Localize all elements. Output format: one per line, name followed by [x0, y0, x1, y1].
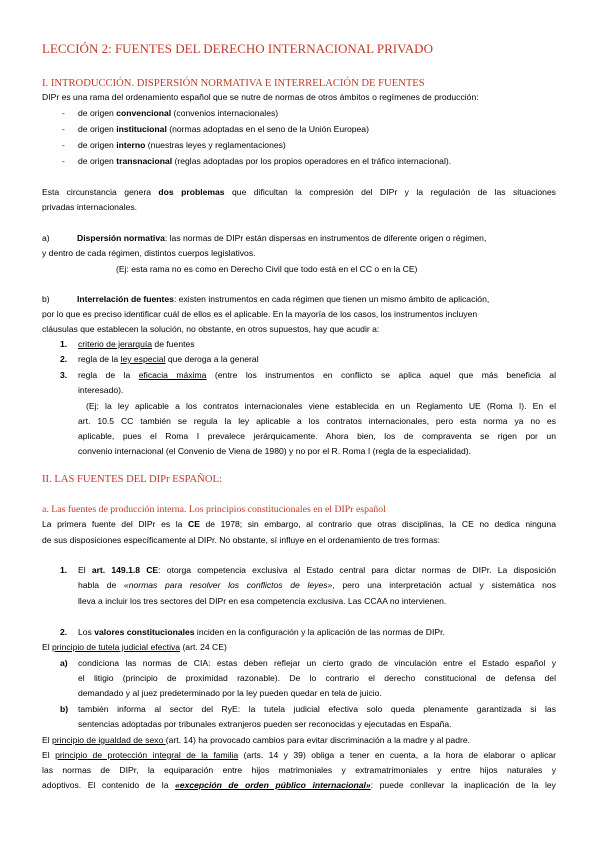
problem-a-example: (Ej: esta rama no es como en Derecho Civil que todo está en el CC o en la CE) [116, 264, 418, 274]
section-1-heading: I. INTRODUCCIÓN. DISPERSIÓN NORMATIVA E INTERRELACIÓN DE FUENTES [42, 78, 425, 89]
example-line-3: aplicable, pues el Roma I prevalece jerárquicamente. Ahora bien, los de compraventa se rigen por un [78, 431, 556, 441]
problem-b-line-2: por lo que es preciso identificar cuál de ellos es el aplicable. En la mayoría de los casos, los instrumentos incluyen [42, 309, 478, 319]
list-item: - de origen transnacional (reglas adoptadas por los propios operadores en el tráfico internacional). [62, 156, 452, 166]
tutela-b-line-2: sentencias adoptadas por tribunales extranjeros pueden ser reconocidas y ejecutadas en España. [78, 719, 452, 729]
item-1-line-3: lleva a incluir los tres sectores del DIPr en esa competencia exclusiva. Las CCAA no intervienen. [78, 596, 447, 606]
list-item: - de origen interno (nuestras leyes y reglamentaciones) [62, 140, 286, 150]
item-1-line-2: habla de «normas para resolver los conflictos de leyes», pero una interpretación actual y sistemática nos [78, 580, 557, 590]
problems-paragraph-line-2: privadas internacionales. [42, 202, 138, 212]
list-item: 1. criterio de jerarquía de fuentes [60, 339, 195, 349]
list-item: 2. regla de la ley especial que deroga a la general [60, 354, 259, 364]
item-2-number: 2. [60, 627, 68, 637]
familia-line-2: las normas de DIPr, la equiparación entre hijos matrimoniales y extramatrimoniales y entre hijos naturales y [42, 765, 556, 775]
section-2-heading: II. LAS FUENTES DEL DIPr ESPAÑOL: [42, 474, 222, 485]
list-item: - de origen institucional (normas adoptadas en el seno de la Unión Europea) [62, 124, 369, 134]
criteria-3-line-2: interesado). [78, 385, 124, 395]
tutela-a-line-1: condiciona las normas de CIA: estas deben reflejar un cierto grado de vinculación entre el Estado español y [78, 658, 556, 668]
list-item: - de origen convencional (convenios internacionales) [62, 108, 279, 118]
problem-b-line-1: Interrelación de fuentes: existen instrumentos en cada régimen que tienen un mismo ámbito de aplicación, [77, 294, 490, 304]
example-line-4: convenio internacional (el Convenio de Viena de 1980) y no por el R. Roma I (regla de la especialidad). [78, 446, 472, 456]
item-1-number: 1. [60, 565, 68, 575]
example-line-2: art. 10.5 CC también se regula la ley aplicable a los contratos internacionales, pero esta norma ya no es [78, 416, 556, 426]
problem-a-letter: a) [42, 233, 50, 243]
igualdad-line: El principio de igualdad de sexo (art. 14) ha provocado cambios para evitar discriminación a la madre y al padre. [42, 735, 471, 745]
problems-paragraph-line-1: Esta circunstancia genera dos problemas que dificultan la compresión del DIPr y la regulación de las situaciones [42, 187, 556, 197]
intro-paragraph: DIPr es una rama del ordenamiento español que se nutre de normas de otros ámbitos o regímenes de producción: [42, 92, 479, 102]
problem-b-letter: b) [42, 294, 50, 304]
problem-a-line-2: y dentro de cada régimen, distintos cuerpos legislativos. [42, 248, 256, 258]
familia-line-1: El principio de protección integral de la familia (arts. 14 y 39) obliga a tener en cuenta, a la hora de elaborar o aplicar [42, 750, 557, 760]
tutela-b-line-1: también informa al sector del RyE: la tutela judicial efectiva solo queda plenamente garantizada si las [78, 704, 556, 714]
problem-b-line-3: cláusulas que establecen la solución, no obstante, en otros supuestos, hay que acudir a: [42, 324, 380, 334]
familia-line-3: adoptivos. El contenido de la «excepción de orden público internacional»: puede conllevar la inaplicación de la ley [42, 780, 556, 790]
criteria-3-line-1: regla de la eficacia máxima (entre los instrumentos en conflicto se aplica aquel que más beneficia al [78, 370, 556, 380]
tutela-a-letter: a) [60, 658, 68, 668]
example-line-1: (Ej: la ley aplicable a los contratos internacionales viene establecida en un Reglamento UE (Roma I). En el [86, 401, 556, 411]
subsection-a-heading: a. Las fuentes de producción interna. Los principios constitucionales en el DIPr español [42, 504, 386, 515]
lesson-title: LECCIÓN 2: FUENTES DEL DERECHO INTERNACIONAL PRIVADO [42, 41, 433, 56]
ce-paragraph-line-1: La primera fuente del DIPr es la CE de 1978; sin embargo, al contrario que otras disciplinas, la CE no dedica ninguna [42, 519, 556, 529]
list-item: 3. [60, 370, 68, 380]
item-1-line-1: El art. 149.1.8 CE: otorga competencia exclusiva al Estado central para dictar normas de DIPr. La disposición [78, 565, 556, 575]
ce-paragraph-line-2: de sus disposiciones específicamente al DIPr. No obstante, sí influye en el ordenamiento de tres formas: [42, 535, 440, 545]
tutela-a-line-3: demandado y al juez predeterminado por la ley pueden quedar en tela de juicio. [78, 688, 382, 698]
tutela-line: El principio de tutela judicial efectiva (art. 24 CE) [42, 642, 227, 652]
problem-a-line-1: Dispersión normativa: las normas de DIPr están dispersas en instrumentos de diferente origen o régimen, [77, 233, 487, 243]
item-2-line-1: Los valores constitucionales inciden en la configuración y la aplicación de las normas de DIPr. [78, 627, 445, 637]
tutela-b-letter: b) [60, 704, 69, 714]
tutela-a-line-2: el litigio (principio de proximidad razonable). De lo contrario el derecho constitucional de defensa del [78, 673, 556, 683]
